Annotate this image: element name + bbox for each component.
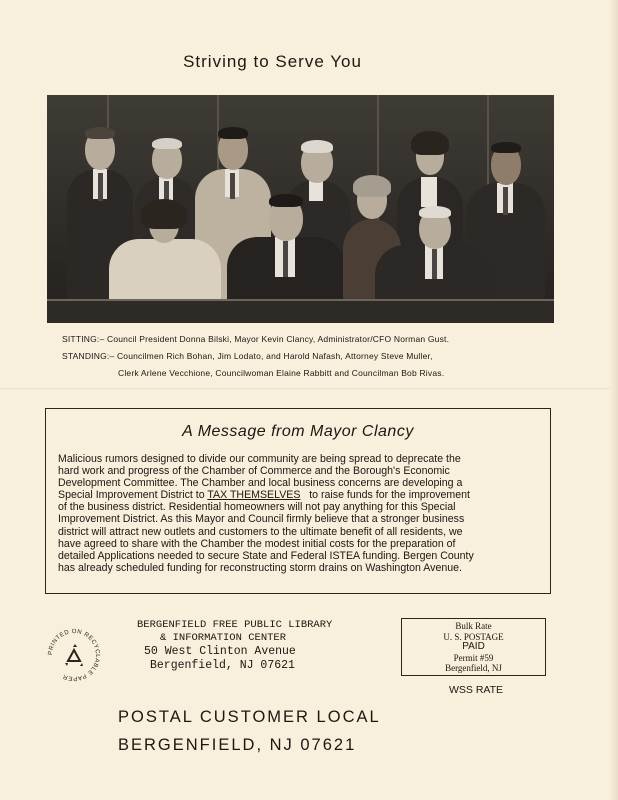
mayor-message-box [45,408,551,594]
message-line-suffix: to raise funds for the improvement [309,489,470,502]
sender-line-2: & INFORMATION CENTER [160,632,287,644]
sender-city: Bergenfield, NJ 07621 [150,659,295,672]
message-line: Development Committee. The Chamber and local business concerns are developing a [58,477,463,490]
recycle-text: PRINTED ON RECYCLABLE PAPER [47,628,101,682]
sender-street: 50 West Clinton Avenue [144,645,296,658]
tax-themselves-underlined: TAX THEMSELVES [207,489,301,502]
page-headline: Striving to Serve You [183,52,362,71]
postage-permit: Permit #59 [453,652,494,663]
message-line: has already scheduled funding for reconstructing storm drains on Washington Avenue. [58,561,462,574]
message-line: Malicious rumors designed to divide our community are being spread to deprecate the [58,453,461,465]
recipient-line-2: BERGENFIELD, NJ 07621 [118,736,357,754]
message-line: hard work and progress of the Chamber of Commerce and the Borough's Economic [58,465,450,478]
message-line [58,489,538,501]
svg-text:PRINTED ON RECYCLABLE PAPER [48,629,100,681]
message-line-prefix: Special Improvement District to [58,489,205,502]
postage-city: Bergenfield, NJ [445,663,502,673]
caption-standing-continued: Clerk Arlene Vecchione, Councilwoman Elaine Rabbitt and Councilman Bob Rivas. [118,368,445,378]
paper-fold-line [0,388,618,390]
postage-bulk-rate: Bulk Rate [455,621,492,631]
postage-us-postage: U. S. POSTAGE [443,631,504,642]
recipient-line-1: POSTAL CUSTOMER LOCAL [118,708,381,726]
recycle-icon [46,627,102,683]
message-line: detailed Applications needed to secure State and Federal ISTEA funding. Bergen County [58,549,474,562]
postage-indicia [401,618,546,676]
recycle-seal [46,627,102,683]
message-body [58,453,538,574]
message-line: of the business district. Residential homeowners will not pay anything for this Special [58,501,456,514]
sender-line-1: BERGENFIELD FREE PUBLIC LIBRARY [137,619,333,631]
wss-rate: WSS RATE [449,684,504,696]
message-title: A Message from Mayor Clancy [182,423,414,440]
council-group-photo [47,95,554,323]
message-line: district will attract new outlets and customers to the ultimate benefit of all residents, we [58,525,463,538]
postage-paid: PAID [462,641,485,652]
caption-standing: STANDING:– Councilmen Rich Bohan, Jim Lodato, and Harold Nafash, Attorney Steve Muller, [62,351,433,361]
paper-edge [610,0,618,800]
message-line: Improvement District. As this Mayor and Council firmly believe that a stronger business [58,513,465,526]
caption-sitting: SITTING:– Council President Donna Bilski, Mayor Kevin Clancy, Administrator/CFO Norman Gust. [62,334,450,344]
council-bench [47,299,554,323]
message-line: have agreed to share with the Chamber the modest initial costs for the preparation of [58,537,456,550]
